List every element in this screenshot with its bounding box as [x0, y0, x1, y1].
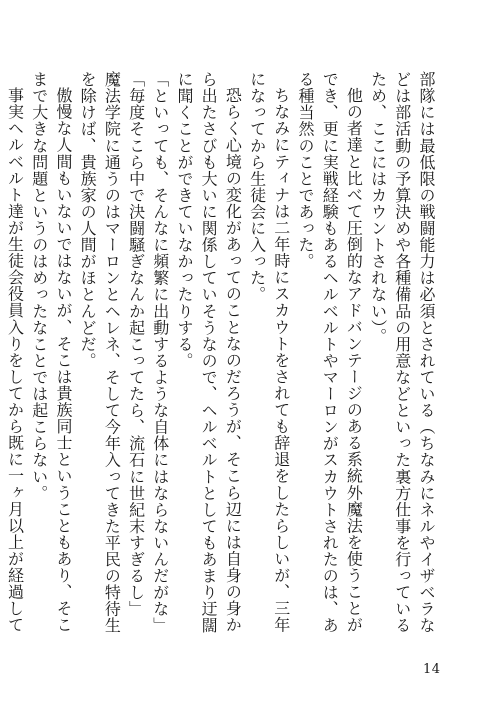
dialogue-line-1: 「といっても、そんなに頻繁に出動するような自体にはならないんだがな」: [150, 71, 170, 634]
paragraph-5: 魔法学院に通うのはマーロンとヘレネ、そして今年入ってきた平民の特待生を除けば、貴族家の人間がほとんどだ。: [78, 71, 122, 634]
vertical-body-text: [5, 71, 438, 639]
paragraph-6: 傲慢な人間もいないではないが、そこは貴族同士ということもあり、そこまで大きな問題というのはめったなことでは起こらない。: [29, 71, 73, 634]
paragraph-7: 事実ヘルベルト達が生徒会役員入りをしてから既に一ヶ月以上が経過して: [5, 87, 25, 634]
paragraph-1: 部隊には最低限の戦闘能力は必須とされている（ちなみにネルやイザベラなどは部活動の予算決めや各種備品の用意などといった裏方仕事を行っているため、ここにはカウントされない）。: [368, 71, 436, 634]
page-number: 14: [423, 662, 441, 677]
dialogue-line-2: 「毎度そこら中で決闘騒ぎなんか起こってたら、流石に世紀末すぎるし」: [126, 71, 146, 618]
paragraph-2: 他の者達と比べて圧倒的なアドバンテージのある系統外魔法を使うことができ、更に実戦経験もあるヘルベルトやマーロンがスカウトされたのは、ある種当然のことであった。: [295, 71, 364, 634]
paragraph-3: ちなみにティナは二年時にスカウトをされても辞退をしたらしいが、三年になってから生徒会に入った。: [247, 71, 291, 634]
paragraph-4: 恐らく心境の変化があってのことなのだろうが、そこら辺には自身の身から出たさびも大いに関係していそうなので、ヘルベルトとしてもあまり迂闊に聞くことができていなかったりする。: [174, 71, 243, 634]
